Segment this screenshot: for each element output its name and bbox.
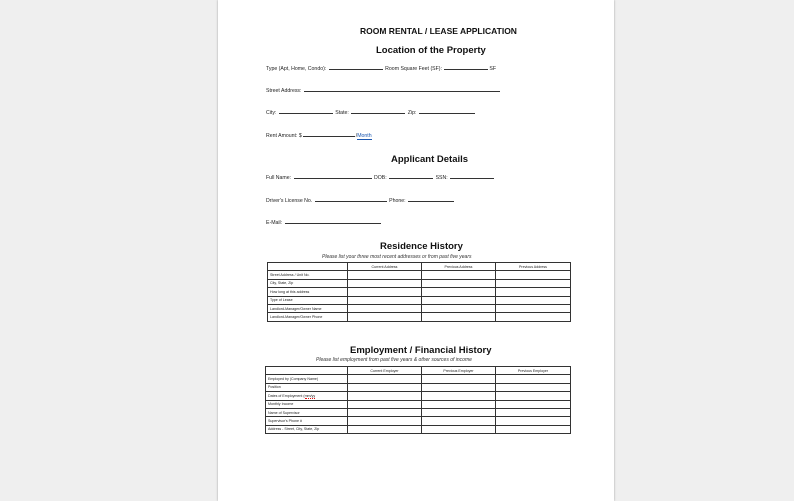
type-label: Type (Apt, Home, Condo):: [266, 66, 327, 72]
license-input[interactable]: [315, 197, 387, 202]
table-row: [266, 383, 571, 391]
table-cell[interactable]: [348, 392, 422, 400]
table-cell[interactable]: [422, 288, 496, 296]
table-cell[interactable]: [348, 417, 422, 425]
rent-label: Rent Amount: $: [266, 133, 302, 139]
table-row: [266, 417, 571, 425]
employment-table: [265, 366, 571, 434]
rent-period-link[interactable]: Month: [357, 133, 372, 139]
table-row: [268, 271, 571, 279]
table-cell[interactable]: [422, 383, 496, 391]
phone-label: Phone:: [389, 198, 406, 204]
table-cell[interactable]: [422, 296, 496, 304]
table-cell[interactable]: [496, 296, 571, 304]
column-header: Previous Employer: [422, 367, 496, 375]
column-header: Current Address: [348, 263, 422, 271]
table-cell[interactable]: [422, 313, 496, 321]
employment-subtitle: Please list employment from past five years & other sources of income: [316, 357, 472, 363]
table-cell[interactable]: [422, 400, 496, 408]
zip-label: Zip:: [407, 110, 417, 116]
street-input[interactable]: [304, 87, 500, 92]
table-cell[interactable]: [496, 417, 571, 425]
table-cell[interactable]: [348, 383, 422, 391]
table-cell[interactable]: [496, 271, 571, 279]
table-cell[interactable]: [348, 425, 422, 433]
document-page: [218, 0, 614, 501]
table-row: [266, 425, 571, 433]
row-label: Name of Supervisor: [266, 408, 348, 416]
email-input[interactable]: [285, 219, 381, 224]
table-row: [266, 392, 571, 400]
column-header: [268, 263, 348, 271]
table-cell[interactable]: [348, 304, 422, 312]
sqft-label: Room Square Feet (SF):: [385, 66, 442, 72]
sqft-input[interactable]: [444, 65, 488, 70]
name-input[interactable]: [294, 174, 372, 179]
table-cell[interactable]: [422, 271, 496, 279]
table-cell[interactable]: [348, 400, 422, 408]
table-cell[interactable]: [348, 408, 422, 416]
table-cell[interactable]: [348, 375, 422, 383]
row-label: Supervisor's Phone #: [266, 417, 348, 425]
column-header: [266, 367, 348, 375]
state-input[interactable]: [351, 109, 405, 114]
table-cell[interactable]: [422, 425, 496, 433]
state-label: State:: [335, 110, 349, 116]
table-cell[interactable]: [496, 279, 571, 287]
table-cell[interactable]: [422, 408, 496, 416]
table-row: [268, 313, 571, 321]
dates-label: Dates of Employment (: [268, 393, 305, 398]
row-label: How long at this address: [268, 288, 348, 296]
dates-marker: mm/yy: [304, 393, 316, 398]
row-label: Employed by (Company Name): [266, 375, 348, 383]
table-cell[interactable]: [348, 279, 422, 287]
rent-input[interactable]: [303, 132, 358, 139]
property-type-row: [266, 65, 496, 72]
table-row: [266, 408, 571, 416]
license-label: Driver's License No.: [266, 198, 313, 204]
table-cell[interactable]: [348, 271, 422, 279]
row-label: Position: [266, 383, 348, 391]
residence-table: [267, 262, 571, 322]
row-label: Landlord-Manager/Owner Phone: [268, 313, 348, 321]
sqft-unit: SF: [489, 66, 497, 72]
table-cell[interactable]: [496, 375, 571, 383]
table-cell[interactable]: [496, 313, 571, 321]
row-label: Monthly Income: [266, 400, 348, 408]
name-label: Full Name:: [266, 175, 292, 181]
column-header: Previous Employer: [496, 367, 571, 375]
table-cell[interactable]: [496, 288, 571, 296]
table-row: [268, 288, 571, 296]
ssn-input[interactable]: [450, 174, 494, 179]
email-row: [266, 219, 382, 226]
row-label: [266, 392, 348, 400]
row-label: Address - Street, City, State, Zip: [266, 425, 348, 433]
type-input[interactable]: [329, 65, 383, 70]
city-input[interactable]: [279, 109, 333, 114]
table-row: [268, 279, 571, 287]
table-cell[interactable]: [422, 304, 496, 312]
table-cell[interactable]: [348, 313, 422, 321]
table-cell[interactable]: [422, 279, 496, 287]
city-row: [266, 109, 476, 116]
table-cell[interactable]: [348, 296, 422, 304]
table-cell[interactable]: [496, 304, 571, 312]
table-cell[interactable]: [496, 383, 571, 391]
row-label: Type of Lease: [268, 296, 348, 304]
table-cell[interactable]: [496, 400, 571, 408]
table-cell[interactable]: [496, 408, 571, 416]
employment-heading: Employment / Financial History: [350, 345, 492, 356]
table-header-row: [266, 367, 571, 375]
table-row: [266, 400, 571, 408]
row-label: Landlord-Manager/Owner Name: [268, 304, 348, 312]
rent-row: [266, 132, 372, 139]
applicant-heading: Applicant Details: [391, 154, 469, 165]
street-label: Street Address:: [266, 88, 302, 94]
property-heading: Location of the Property: [376, 45, 486, 56]
ssn-label: SSN:: [435, 175, 448, 181]
document-title: ROOM RENTAL / LEASE APPLICATION: [360, 26, 517, 36]
table-row: [268, 296, 571, 304]
table-cell[interactable]: [348, 288, 422, 296]
dob-label: DOB:: [374, 175, 387, 181]
row-label: Street Address / Unit No.: [268, 271, 348, 279]
rent-slash: /: [355, 133, 358, 139]
column-header: Previous Address: [422, 263, 496, 271]
table-cell[interactable]: [496, 392, 571, 400]
dob-input[interactable]: [389, 174, 433, 179]
table-cell[interactable]: [422, 417, 496, 425]
row-label: City, State, Zip: [268, 279, 348, 287]
street-row: [266, 87, 501, 94]
phone-input[interactable]: [408, 197, 454, 202]
name-row: [266, 174, 495, 181]
table-cell[interactable]: [422, 375, 496, 383]
residence-heading: Residence History: [380, 241, 463, 252]
city-label: City:: [266, 110, 277, 116]
table-cell[interactable]: [422, 392, 496, 400]
table-cell[interactable]: [496, 425, 571, 433]
zip-input[interactable]: [419, 109, 475, 114]
table-row: [268, 304, 571, 312]
email-label: E-Mail:: [266, 220, 283, 226]
license-row: [266, 197, 455, 204]
residence-subtitle: Please list your three most recent addresses or from past five years: [322, 254, 472, 260]
column-header: Current Employer: [348, 367, 422, 375]
table-header-row: [268, 263, 571, 271]
column-header: Previous Address: [496, 263, 571, 271]
table-row: [266, 375, 571, 383]
